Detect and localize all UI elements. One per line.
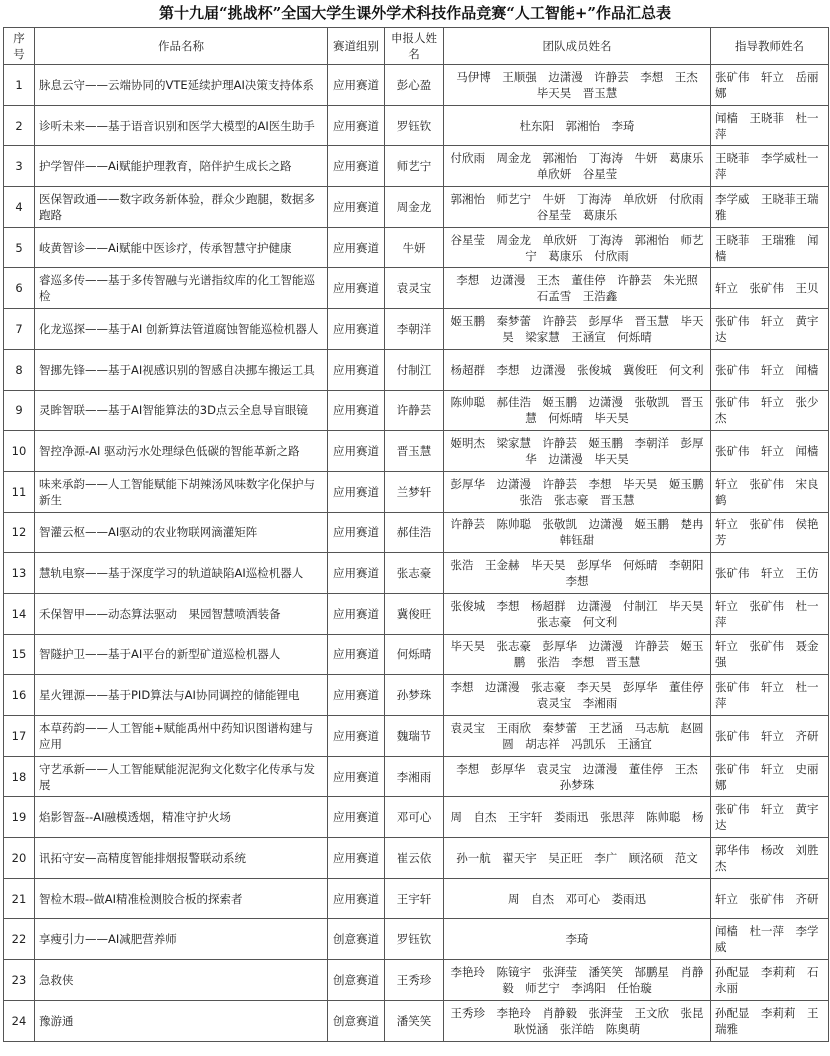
row-track: 应用赛道: [328, 675, 385, 716]
row-index: 3: [4, 146, 35, 187]
table-header-row: [4, 28, 829, 65]
table-row: [4, 431, 829, 472]
row-name: 讯拓守安—高精度智能排烟报警联动系统: [35, 838, 328, 879]
row-applicant: 师艺宁: [385, 146, 444, 187]
row-name: 守艺承新——人工智能赋能泥泥狗文化数字化传承与发展: [35, 756, 328, 797]
row-applicant: 邓可心: [385, 797, 444, 838]
row-applicant: 兰梦轩: [385, 471, 444, 512]
header-track: 赛道组别: [328, 28, 385, 65]
row-track: 应用赛道: [328, 797, 385, 838]
row-track: 应用赛道: [328, 146, 385, 187]
row-applicant: 王宇轩: [385, 878, 444, 919]
row-advisor: 张矿伟 轩立 王仿: [711, 553, 829, 594]
row-track: 应用赛道: [328, 431, 385, 472]
row-applicant: 崔云依: [385, 838, 444, 879]
row-track: 应用赛道: [328, 471, 385, 512]
row-advisor: 张矿伟 轩立 闻樯: [711, 349, 829, 390]
row-team: 杨超群 李想 边潇漫 张俊城 冀俊旺 何文利: [444, 349, 711, 390]
table-row: [4, 838, 829, 879]
row-name: 智控净源-AI 驱动污水处理绿色低碳的智能革新之路: [35, 431, 328, 472]
row-applicant: 潘笑笑: [385, 1000, 444, 1041]
table-row: [4, 309, 829, 350]
table-row: [4, 512, 829, 553]
row-advisor: 郭华伟 杨改 刘胜杰: [711, 838, 829, 879]
row-team: 李想 边潇漫 王杰 董佳停 许静芸 朱光照 石孟雪 王浩鑫: [444, 268, 711, 309]
row-advisor: 轩立 张矿伟 杜一萍: [711, 593, 829, 634]
table-row: [4, 593, 829, 634]
row-applicant: 何烁晴: [385, 634, 444, 675]
row-name: 智灌云枢——AI驱动的农业物联网滴灌矩阵: [35, 512, 328, 553]
row-advisor: 王晓菲 王瑞雅 闻樯: [711, 227, 829, 268]
row-name: 诊听未来——基于语音识别和医学大模型的AI医生助手: [35, 105, 328, 146]
row-track: 应用赛道: [328, 349, 385, 390]
table-row: [4, 634, 829, 675]
row-advisor: 轩立 张矿伟 侯艳芳: [711, 512, 829, 553]
row-name: 本草药韵——人工智能+赋能禹州中药知识图谱构建与应用: [35, 716, 328, 757]
row-advisor: 张矿伟 轩立 岳丽娜: [711, 65, 829, 106]
row-track: 应用赛道: [328, 716, 385, 757]
row-advisor: 轩立 张矿伟 齐研: [711, 878, 829, 919]
row-index: 22: [4, 919, 35, 960]
table-row: [4, 349, 829, 390]
row-advisor: 轩立 张矿伟 王贝: [711, 268, 829, 309]
table-row: [4, 553, 829, 594]
row-applicant: 牛妍: [385, 227, 444, 268]
row-index: 24: [4, 1000, 35, 1041]
row-applicant: 许静芸: [385, 390, 444, 431]
row-index: 11: [4, 471, 35, 512]
row-index: 13: [4, 553, 35, 594]
row-applicant: 罗钰钦: [385, 919, 444, 960]
row-index: 20: [4, 838, 35, 879]
document-title: 第十九届“挑战杯”全国大学生课外学术科技作品竞赛“人工智能+”作品汇总表: [158, 4, 672, 22]
row-index: 2: [4, 105, 35, 146]
row-advisor: 轩立 张矿伟 聂金强: [711, 634, 829, 675]
row-name: 灵眸智联——基于AI智能算法的3D点云全息导盲眼镜: [35, 390, 328, 431]
table-row: [4, 268, 829, 309]
row-advisor: 闻樯 杜一萍 李学威: [711, 919, 829, 960]
table-row: [4, 105, 829, 146]
row-team: 姬玉鹏 秦梦蕾 许静芸 彭厚华 晋玉慧 毕天昊 梁家慧 王涵宣 何烁晴: [444, 309, 711, 350]
row-applicant: 张志豪: [385, 553, 444, 594]
row-track: 创意赛道: [328, 1000, 385, 1041]
row-name: 岐黄智诊——Ai赋能中医诊疗，传承智慧守护健康: [35, 227, 328, 268]
row-team: 郭湘怡 师艺宁 牛妍 丁海涛 单欣妍 付欣雨 谷星莹 葛康乐: [444, 187, 711, 228]
row-advisor: 轩立 张矿伟 宋良鹤: [711, 471, 829, 512]
row-name: 智挪先锋——基于AI视感识别的智感自决挪车搬运工具: [35, 349, 328, 390]
row-applicant: 晋玉慧: [385, 431, 444, 472]
table-row: [4, 390, 829, 431]
table-row: [4, 716, 829, 757]
row-track: 应用赛道: [328, 634, 385, 675]
row-applicant: 魏瑞节: [385, 716, 444, 757]
row-index: 10: [4, 431, 35, 472]
row-applicant: 冀俊旺: [385, 593, 444, 634]
row-team: 张浩 王金赫 毕天昊 彭厚华 何烁晴 李朝阳 李想: [444, 553, 711, 594]
table-row: [4, 146, 829, 187]
row-advisor: 王晓菲 李学威杜一萍: [711, 146, 829, 187]
table-row: [4, 919, 829, 960]
row-team: 李想 边潇漫 张志豪 李天昊 彭厚华 董佳停 袁灵宝 李湘雨: [444, 675, 711, 716]
row-track: 应用赛道: [328, 65, 385, 106]
row-team: 袁灵宝 王雨欣 秦梦蕾 王艺涵 马志航 赵圆圆 胡志祥 冯凯乐 王涵宜: [444, 716, 711, 757]
row-name: 医保智政通——数字政务新体验，群众少跑腿，数据多跑路: [35, 187, 328, 228]
row-name: 星火锂源——基于PID算法与AI协同调控的储能锂电: [35, 675, 328, 716]
row-index: 17: [4, 716, 35, 757]
row-applicant: 孙梦珠: [385, 675, 444, 716]
row-applicant: 周金龙: [385, 187, 444, 228]
row-team: 王秀珍 李艳玲 肖静毅 张湃莹 王文欣 张昆 耿悦涵 张洋皓 陈奥萌: [444, 1000, 711, 1041]
table-row: [4, 960, 829, 1001]
row-name: 护学智伴——Ai赋能护理教育，陪伴护生成长之路: [35, 146, 328, 187]
row-advisor: 孙配显 李莉莉 王瑞雅: [711, 1000, 829, 1041]
table-row: [4, 675, 829, 716]
row-team: 周 自杰 邓可心 娄雨迅: [444, 878, 711, 919]
row-team: 陈帅聪 郝佳浩 姬玉鹏 边潇漫 张敬凯 晋玉慧 何烁晴 毕天昊: [444, 390, 711, 431]
row-track: 应用赛道: [328, 512, 385, 553]
row-index: 9: [4, 390, 35, 431]
row-advisor: 张矿伟 轩立 黄宇达: [711, 797, 829, 838]
row-name: 慧轨电察——基于深度学习的轨道缺陷AI巡检机器人: [35, 553, 328, 594]
row-team: 周 自杰 王宇轩 娄雨迅 张思萍 陈帅聪 杨: [444, 797, 711, 838]
row-index: 12: [4, 512, 35, 553]
row-team: 谷星莹 周金龙 单欣妍 丁海涛 郭湘怡 师艺宁 葛康乐 付欣雨: [444, 227, 711, 268]
row-track: 应用赛道: [328, 756, 385, 797]
row-team: 李琦: [444, 919, 711, 960]
row-index: 23: [4, 960, 35, 1001]
row-track: 应用赛道: [328, 187, 385, 228]
row-index: 14: [4, 593, 35, 634]
row-applicant: 李湘雨: [385, 756, 444, 797]
table-row: [4, 227, 829, 268]
row-track: 应用赛道: [328, 593, 385, 634]
row-track: 应用赛道: [328, 878, 385, 919]
table-row: [4, 471, 829, 512]
row-applicant: 郝佳浩: [385, 512, 444, 553]
row-track: 应用赛道: [328, 553, 385, 594]
row-applicant: 付制江: [385, 349, 444, 390]
row-team: 付欣雨 周金龙 郭湘怡 丁海涛 牛妍 葛康乐 单欣妍 谷星莹: [444, 146, 711, 187]
row-team: 孙一航 翟天宇 吴正旺 李广 顾洺硕 范文: [444, 838, 711, 879]
row-index: 19: [4, 797, 35, 838]
row-name: 脉息云守——云端协同的VTE延续护理AI决策支持体系: [35, 65, 328, 106]
row-team: 彭厚华 边潇漫 许静芸 李想 毕天昊 姬玉鹏 张浩 张志豪 晋玉慧: [444, 471, 711, 512]
row-index: 1: [4, 65, 35, 106]
row-track: 创意赛道: [328, 919, 385, 960]
table-row: [4, 187, 829, 228]
row-name: 睿巡多传——基于多传智融与光谱指纹库的化工智能巡检: [35, 268, 328, 309]
row-team: 毕天昊 张志豪 彭厚华 边潇漫 许静芸 姬玉鹏 张浩 李想 晋玉慧: [444, 634, 711, 675]
row-track: 应用赛道: [328, 268, 385, 309]
row-index: 15: [4, 634, 35, 675]
row-team: 李想 彭厚华 袁灵宝 边潇漫 董佳停 王杰 孙梦珠: [444, 756, 711, 797]
row-index: 8: [4, 349, 35, 390]
row-index: 5: [4, 227, 35, 268]
row-name: 焰影智盔--AI融模透烟，精准守护火场: [35, 797, 328, 838]
header-applicant: 申报人姓名: [385, 28, 444, 65]
row-name: 智隧护卫——基于AI平台的新型矿道巡检机器人: [35, 634, 328, 675]
row-track: 创意赛道: [328, 960, 385, 1001]
table-row: [4, 65, 829, 106]
row-team: 马伊博 王顺强 边潇漫 许静芸 李想 王杰 毕天昊 晋玉慧: [444, 65, 711, 106]
row-applicant: 王秀珍: [385, 960, 444, 1001]
row-advisor: 孙配显 李莉莉 石永丽: [711, 960, 829, 1001]
row-name: 豫游通: [35, 1000, 328, 1041]
row-index: 16: [4, 675, 35, 716]
row-advisor: 李学威 王晓菲王瑞雅: [711, 187, 829, 228]
row-applicant: 袁灵宝: [385, 268, 444, 309]
row-advisor: 张矿伟 轩立 史丽娜: [711, 756, 829, 797]
row-name: 享瘦引力——AI减肥营养师: [35, 919, 328, 960]
row-track: 应用赛道: [328, 838, 385, 879]
row-team: 杜东阳 郭湘怡 李琦: [444, 105, 711, 146]
row-index: 21: [4, 878, 35, 919]
table-row: [4, 878, 829, 919]
row-index: 4: [4, 187, 35, 228]
row-advisor: 张矿伟 轩立 张少杰: [711, 390, 829, 431]
summary-table: [3, 27, 829, 1042]
row-team: 李艳玲 陈镜宇 张湃莹 潘笑笑 郜鹏星 肖静毅 师艺宁 李鸿阳 任怡璇: [444, 960, 711, 1001]
header-advisor: 指导教师姓名: [711, 28, 829, 65]
header-index: 序号: [4, 28, 35, 65]
row-name: 禾保智甲——动态算法驱动 果园智慧喷洒装备: [35, 593, 328, 634]
row-track: 应用赛道: [328, 309, 385, 350]
row-team: 姬明杰 梁家慧 许静芸 姬玉鹏 李朝洋 彭厚华 边潇漫 毕天昊: [444, 431, 711, 472]
row-track: 应用赛道: [328, 390, 385, 431]
row-name: 急救侠: [35, 960, 328, 1001]
row-track: 应用赛道: [328, 105, 385, 146]
row-advisor: 张矿伟 轩立 齐研: [711, 716, 829, 757]
row-name: 化龙巡探——基于AI 创新算法管道腐蚀智能巡检机器人: [35, 309, 328, 350]
row-team: 许静芸 陈帅聪 张敬凯 边潇漫 姬玉鹏 楚冉 韩钰甜: [444, 512, 711, 553]
row-applicant: 彭心盈: [385, 65, 444, 106]
row-name: 味来承韵——人工智能赋能下胡辣汤风味数字化保护与新生: [35, 471, 328, 512]
table-row: [4, 756, 829, 797]
table-row: [4, 797, 829, 838]
row-name: 智检木瑕--做AI精准检测胶合板的探索者: [35, 878, 328, 919]
row-index: 7: [4, 309, 35, 350]
row-track: 应用赛道: [328, 227, 385, 268]
row-team: 张俊城 李想 杨超群 边潇漫 付制江 毕天昊 张志豪 何文利: [444, 593, 711, 634]
row-index: 6: [4, 268, 35, 309]
row-index: 18: [4, 756, 35, 797]
header-team: 团队成员姓名: [444, 28, 711, 65]
row-advisor: 闻樯 王晓菲 杜一萍: [711, 105, 829, 146]
header-name: 作品名称: [35, 28, 328, 65]
row-applicant: 罗钰钦: [385, 105, 444, 146]
row-advisor: 张矿伟 轩立 黄宇达: [711, 309, 829, 350]
row-advisor: 张矿伟 轩立 杜一萍: [711, 675, 829, 716]
table-row: [4, 1000, 829, 1041]
row-advisor: 张矿伟 轩立 闻樯: [711, 431, 829, 472]
row-applicant: 李朝洋: [385, 309, 444, 350]
